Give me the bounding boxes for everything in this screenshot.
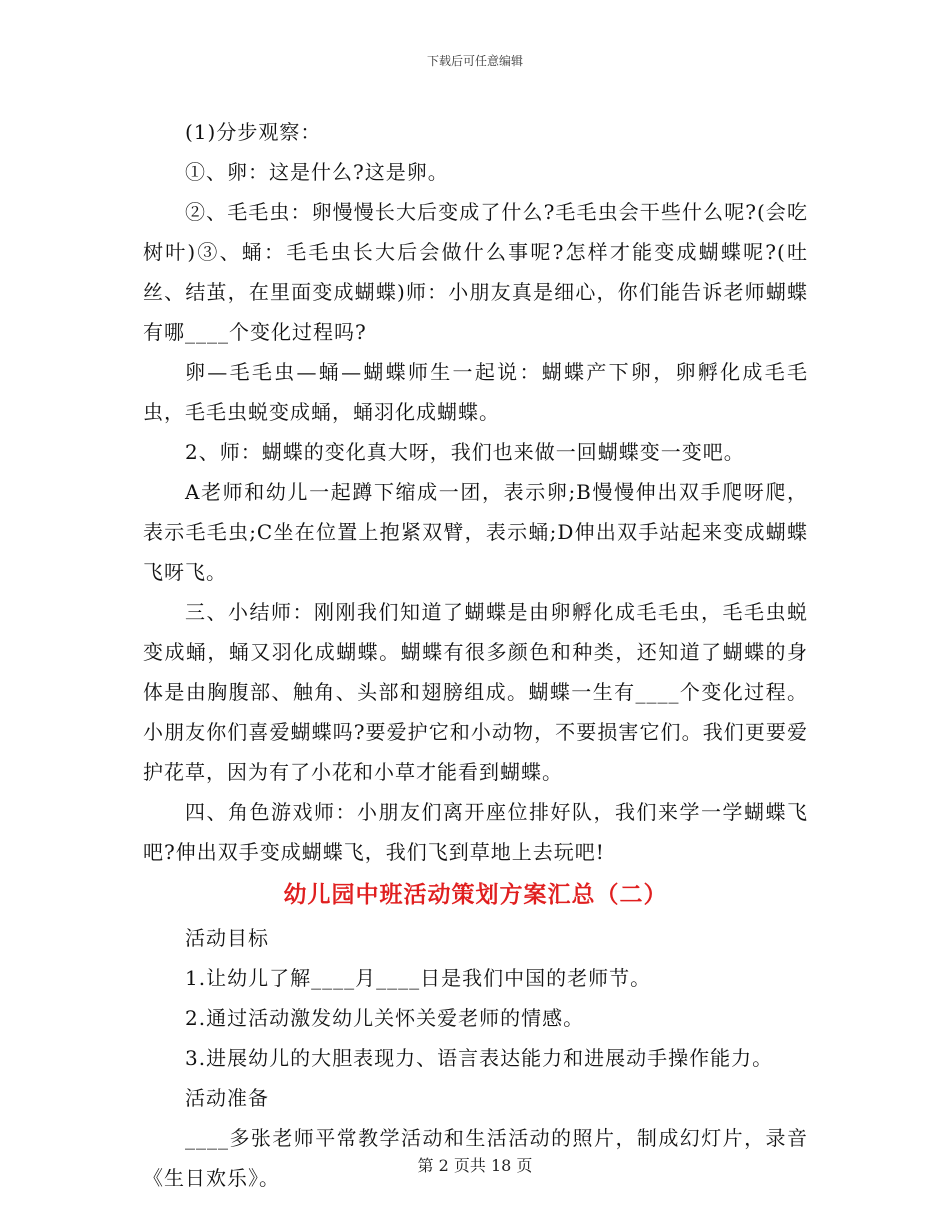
section-title: 幼儿园中班活动策划方案汇总（二） <box>283 881 668 908</box>
paragraph-summary: 三、小结师：刚刚我们知道了蝴蝶是由卵孵化成毛毛虫，毛毛虫蜕变成蛹，蛹又羽化成蝴蝶。蝴蝶有很多颜色和种类，还知道了蝴蝶的身体是由胸腹部、触角、头部和翅膀组成。蝴蝶一生有____个变化过程。小朋友你们喜爱蝴蝶吗?要爱护它和小动物，不要损害它们。我们更要爱护花草，因为有了小花和小草才能看到蝴蝶。 <box>143 600 808 784</box>
goal-item-1: 1.让幼儿了解____月____日是我们中国的老师节。 <box>185 966 652 990</box>
page-footer: 第 2 页共 18 页 <box>417 1156 533 1175</box>
paragraph-role-play: 四、角色游戏师：小朋友们离开座位排好队，我们来学一学蝴蝶飞吧?伸出双手变成蝴蝶飞，我们飞到草地上去玩吧! <box>143 800 808 864</box>
heading-activity-goals: 活动目标 <box>185 926 269 950</box>
prep-item: ____多张老师平常教学活动和生活活动的照片，制成幻灯片，录音《生日欢乐》。 <box>143 1126 808 1190</box>
paragraph-caterpillar: ②、毛毛虫：卵慢慢长大后变成了什么?毛毛虫会干些什么呢?(会吃树叶)③、蛹：毛毛虫长大后会做什么事呢?怎样才能变成蝴蝶呢?(吐丝、结茧，在里面变成蝴蝶)师：小朋友真是细心，你们能告诉老师蝴蝶有哪____个变化过程吗? <box>143 200 808 344</box>
document-body <box>143 112 808 1198</box>
paragraph-teacher-game: 2、师：蝴蝶的变化真大呀，我们也来做一回蝴蝶变一变吧。 <box>185 440 745 464</box>
paragraph-actions: A老师和幼儿一起蹲下缩成一团，表示卵;B慢慢伸出双手爬呀爬，表示毛毛虫;C坐在位置上抱紧双臂，表示蛹;D伸出双手站起来变成蝴蝶飞呀飞。 <box>143 480 808 584</box>
paragraph-lifecycle: 卵—毛毛虫—蛹—蝴蝶师生一起说：蝴蝶产下卵，卵孵化成毛毛虫，毛毛虫蜕变成蛹，蛹羽化成蝴蝶。 <box>143 360 808 424</box>
paragraph-observe-steps: (1)分步观察： <box>185 120 322 144</box>
paragraph-egg: ①、卵：这是什么?这是卵。 <box>185 160 449 184</box>
goal-item-2: 2.通过活动激发幼儿关怀关爱老师的情感。 <box>185 1006 585 1030</box>
page-header: 下载后可任意编辑 <box>426 54 523 68</box>
heading-activity-prep: 活动准备 <box>185 1086 269 1110</box>
goal-item-3: 3.进展幼儿的大胆表现力、语言表达能力和进展动手操作能力。 <box>185 1046 774 1070</box>
